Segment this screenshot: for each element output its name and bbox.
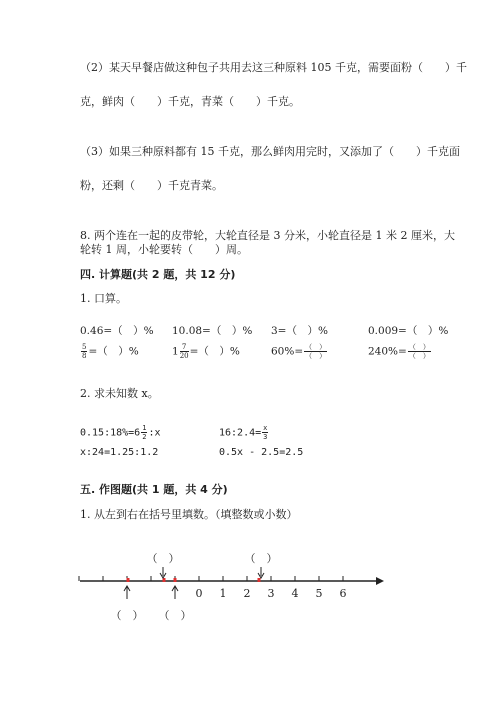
q8-line2: 轮转 1 周，小轮要转（ ）周。 — [80, 243, 248, 256]
answer-bracket: （ ） — [244, 552, 278, 565]
fraction: $\frac{7}{20}$ — [179, 343, 189, 360]
equation: 16:2.4= $\frac{x}{3}$ — [219, 424, 268, 441]
down-arrow-icon — [160, 573, 166, 578]
problem2-line2: 克，鲜肉（ ）千克，青菜（ ）千克。 — [80, 95, 300, 108]
equation: 0.5x - 2.5=2.5 — [219, 447, 304, 458]
section5-title: 五. 作图题(共 1 题，共 4 分) — [80, 483, 228, 496]
tick-label: 4 — [291, 587, 299, 600]
answer-bracket: （ ） — [110, 609, 144, 622]
oral-calc-item: 240%= $\frac{( )}{( )}$ — [368, 343, 430, 360]
oral-calc-item: 60%= $\frac{( )}{( )}$ — [271, 343, 327, 360]
up-arrow-icon — [172, 586, 178, 591]
up-arrow-icon — [124, 586, 130, 591]
oral-calc-title: 1. 口算。 — [80, 292, 127, 305]
oral-calc-item: 3=（ ）% — [271, 325, 328, 337]
answer-bracket: （ ） — [146, 552, 180, 565]
tick-label: 1 — [219, 587, 227, 600]
fraction: $\frac{5}{8}$ — [82, 343, 87, 360]
solve-x-title: 2. 求未知数 x。 — [80, 387, 159, 400]
tick-label: 2 — [243, 587, 251, 600]
equation: 0.15:18%=6 $\frac{1}{2}$ :x — [80, 424, 161, 441]
number-line-question: 1. 从左到右在括号里填数。（填整数或小数） — [80, 508, 298, 521]
fraction: $\frac{( )}{( )}$ — [305, 343, 327, 360]
tick-label: 6 — [339, 587, 347, 600]
fraction: $\frac{x}{3}$ — [263, 424, 268, 441]
tick-label: 3 — [267, 587, 275, 600]
oral-calc-item: 10.08=（ ）% — [172, 325, 253, 337]
oral-calc-item: 1 $\frac{7}{20}$ =（ ）% — [172, 343, 240, 360]
fraction: $\frac{1}{2}$ — [142, 424, 147, 441]
problem3-line1: （3）如果三种原料都有 15 千克，那么鲜肉用完时，又添加了（ ）千克面 — [80, 145, 460, 158]
problem2-line1: （2）某天早餐店做这种包子共用去这三种原料 105 千克，需要面粉（ ）千 — [80, 61, 467, 74]
section4-title: 四. 计算题(共 2 题，共 12 分) — [80, 268, 236, 281]
equation: x:24=1.25:1.2 — [80, 447, 159, 458]
oral-calc-item: 0.46=（ ）% — [80, 325, 154, 337]
down-arrow-icon — [258, 573, 264, 578]
q8-line1: 8. 两个连在一起的皮带轮，大轮直径是 3 分米，小轮直径是 1 米 2 厘米，大 — [80, 229, 455, 242]
oral-calc-item: $\frac{5}{8}$ =（ ）% — [82, 343, 139, 360]
oral-calc-item: 0.009=（ ）% — [368, 325, 449, 337]
fraction: $\frac{( )}{( )}$ — [408, 343, 430, 360]
arrow-head-icon — [376, 577, 384, 585]
tick-label: 5 — [315, 587, 323, 600]
problem3-line2: 粉，还剩（ ）千克青菜。 — [80, 179, 223, 192]
tick-label: 0 — [195, 587, 203, 600]
answer-bracket: （ ） — [158, 609, 192, 622]
